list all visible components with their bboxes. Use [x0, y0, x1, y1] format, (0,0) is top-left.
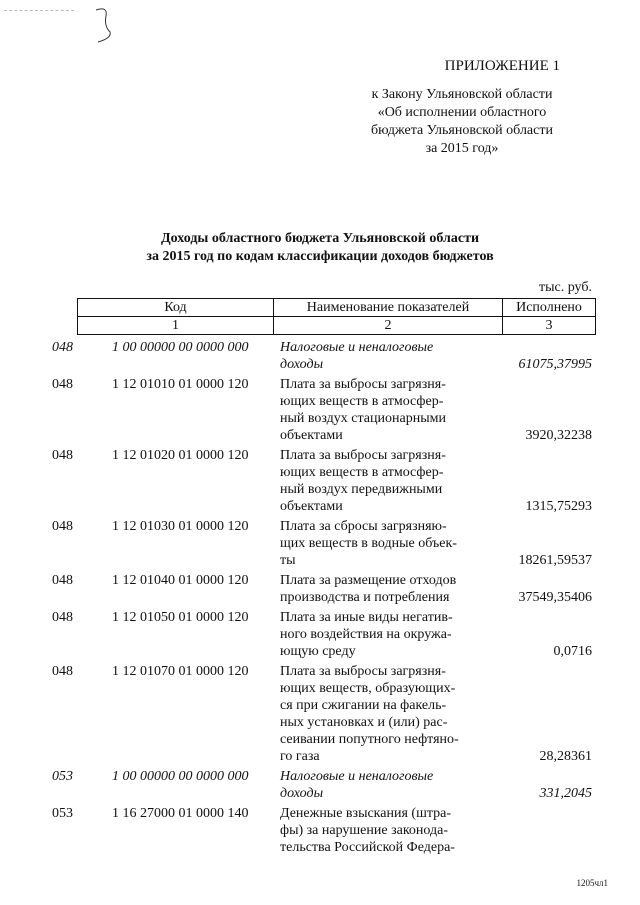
table-row — [0, 805, 640, 856]
column-number: 1 — [78, 317, 274, 335]
budget-code: 1 00 00000 00 0000 000 — [112, 769, 249, 784]
indicator-name — [280, 663, 475, 765]
indicator-name-line: тельства Российской Федера- — [280, 840, 455, 855]
budget-code: 1 12 01040 01 0000 120 — [112, 573, 249, 588]
budget-code: 1 12 01070 01 0000 120 — [112, 664, 249, 679]
indicator-name-line: Плата за иные виды негатив- — [280, 610, 453, 625]
indicator-name — [280, 376, 475, 444]
budget-code: 1 16 27000 01 0000 140 — [112, 806, 249, 821]
document-title — [0, 230, 640, 266]
column-header-executed: Исполнено — [503, 299, 596, 317]
indicator-name-line: объектами — [280, 428, 343, 443]
law-reference-line: за 2015 год» — [425, 141, 499, 156]
executed-value: 331,2045 — [539, 786, 592, 801]
column-header-name: Наименование показателей — [274, 299, 503, 317]
budget-code: 1 12 01020 01 0000 120 — [112, 448, 249, 463]
indicator-name — [280, 339, 475, 373]
indicator-name-line: ный воздух стационарными — [280, 411, 446, 426]
table-row — [0, 572, 640, 606]
indicator-name-line: Плата за выбросы загрязня- — [280, 377, 446, 392]
admin-code: 053 — [52, 769, 73, 784]
budget-code: 1 12 01050 01 0000 120 — [112, 610, 249, 625]
indicator-name — [280, 518, 475, 569]
indicator-name-line: Денежные взыскания (штра- — [280, 806, 452, 821]
indicator-name-line: сеивании попутного нефтяно- — [280, 732, 459, 747]
indicator-name-line: щих веществ в водные объек- — [280, 536, 457, 551]
executed-value: 61075,37995 — [518, 357, 592, 372]
title-line: Доходы областного бюджета Ульяновской области — [160, 231, 480, 246]
budget-code: 1 00 00000 00 0000 000 — [112, 340, 249, 355]
indicator-name-line: ты — [280, 553, 296, 568]
unit-label: тыс. руб. — [539, 280, 592, 295]
column-header-code: Код — [78, 299, 274, 317]
indicator-name — [280, 447, 475, 515]
indicator-name-line: ющих веществ в атмосфер- — [280, 465, 444, 480]
admin-code: 048 — [52, 377, 73, 392]
indicator-name — [280, 609, 475, 660]
admin-code: 048 — [52, 610, 73, 625]
admin-code: 048 — [52, 448, 73, 463]
budget-code: 1 12 01010 01 0000 120 — [112, 377, 249, 392]
table-row — [0, 609, 640, 660]
indicator-name-line: доходы — [280, 786, 324, 801]
income-table-body — [0, 339, 640, 859]
appendix-label: ПРИЛОЖЕНИЕ 1 — [444, 58, 560, 74]
executed-value: 28,28361 — [539, 749, 592, 764]
indicator-name-line: го газа — [280, 749, 320, 764]
admin-code: 053 — [52, 806, 73, 821]
table-row — [0, 663, 640, 765]
column-number: 2 — [274, 317, 503, 335]
executed-value: 37549,35406 — [518, 590, 592, 605]
law-reference-line: «Об исполнении областного — [377, 105, 547, 120]
table-row — [0, 447, 640, 515]
admin-code: 048 — [52, 664, 73, 679]
indicator-name-line: Плата за сбросы загрязняю- — [280, 519, 447, 534]
law-reference — [330, 86, 594, 158]
indicator-name-line: объектами — [280, 499, 343, 514]
indicator-name-line: Плата за выбросы загрязня- — [280, 664, 446, 679]
admin-code: 048 — [52, 519, 73, 534]
budget-code: 1 12 01030 01 0000 120 — [112, 519, 249, 534]
executed-value: 0,0716 — [553, 644, 592, 659]
table-row — [0, 339, 640, 373]
column-number: 3 — [503, 317, 596, 335]
indicator-name-line: Налоговые и неналоговые — [280, 340, 434, 355]
page-footer-code: 1205чл1 — [576, 878, 608, 888]
table-row — [0, 518, 640, 569]
indicator-name-line: ного воздействия на окружа- — [280, 627, 452, 642]
indicator-name-line: Налоговые и неналоговые — [280, 769, 434, 784]
indicator-name-line: ных установках и (или) рас- — [280, 715, 448, 730]
executed-value: 1315,75293 — [525, 499, 592, 514]
admin-code: 048 — [52, 340, 73, 355]
law-reference-line: к Закону Ульяновской области — [371, 87, 553, 102]
handwritten-mark — [92, 4, 116, 44]
indicator-name-line: ющую среду — [280, 644, 356, 659]
indicator-name-line: доходы — [280, 357, 324, 372]
table-row — [0, 376, 640, 444]
indicator-name-line: Плата за размещение отходов — [280, 573, 457, 588]
indicator-name-line: ющих веществ в атмосфер- — [280, 394, 444, 409]
indicator-name — [280, 805, 475, 856]
indicator-name-line: производства и потребления — [280, 590, 450, 605]
executed-value: 3920,32238 — [525, 428, 592, 443]
scan-mark — [4, 10, 74, 11]
indicator-name-line: ющих веществ, образующих- — [280, 681, 456, 696]
indicator-name — [280, 572, 475, 606]
indicator-name-line: ный воздух передвижными — [280, 482, 443, 497]
table-header — [77, 298, 596, 335]
admin-code: 048 — [52, 573, 73, 588]
table-row — [0, 768, 640, 802]
executed-value: 18261,59537 — [518, 553, 592, 568]
indicator-name-line: ся при сжигании на факель- — [280, 698, 447, 713]
title-line: за 2015 год по кодам классификации доходов бюджетов — [146, 249, 494, 264]
indicator-name-line: фы) за нарушение законода- — [280, 823, 449, 838]
law-reference-line: бюджета Ульяновской области — [371, 123, 553, 138]
indicator-name-line: Плата за выбросы загрязня- — [280, 448, 446, 463]
indicator-name — [280, 768, 475, 802]
